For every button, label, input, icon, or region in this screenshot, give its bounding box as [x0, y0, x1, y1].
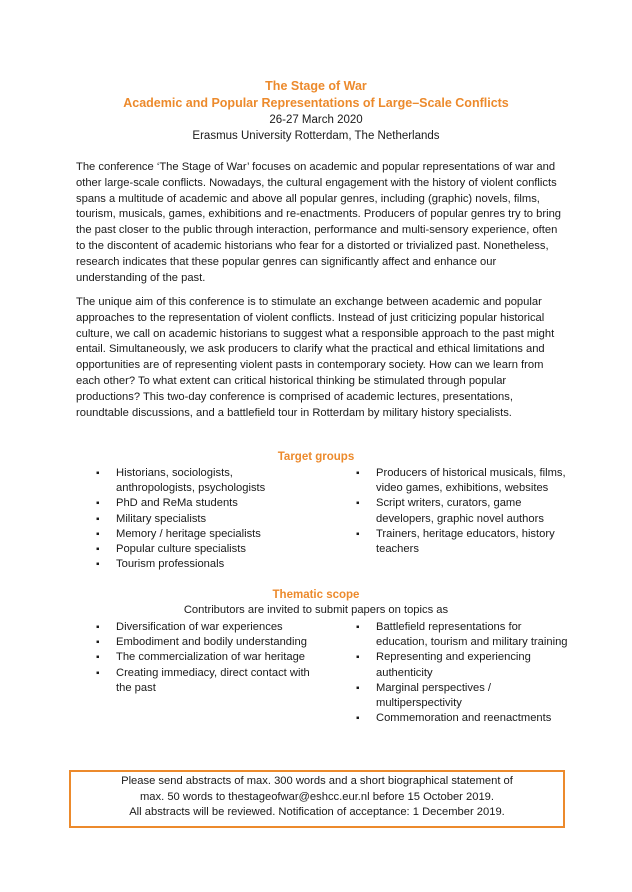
- target-groups-right-list: [356, 466, 571, 557]
- aim-paragraph: The unique aim of this conference is to stimulate an exchange between academic and popular approaches to the representation of violent conflicts. Instead of just criticizing popular historical culture, we call on academic historians to suggest what a responsible approach to the past might entail. Simultaneously, we ask producers to clarify what the practical and ethical limitations and opportunities are of representing violent pasts in contemporary society. How can we learn from each other? To what extent can critical historical thinking be stimulated through popular productions? This two-day conference is comprised of academic lectures, presentations, roundtable discussions, and a battlefield tour in Rotterdam by military history specialists.: [76, 296, 555, 419]
- thematic-scope-heading: Thematic scope: [272, 589, 360, 601]
- header: [0, 78, 632, 144]
- event-location: Erasmus University Rotterdam, The Netherlands: [192, 130, 440, 142]
- list-item: ▪ Battlefield representations for education, tourism and military training: [356, 620, 571, 650]
- list-item: ▪ Creating immediacy, direct contact with the past: [96, 666, 311, 696]
- list-item: ▪ Producers of historical musicals, films, video games, exhibitions, websites: [356, 466, 571, 496]
- list-item: ▪ Tourism professionals: [96, 557, 296, 572]
- list-item: ▪ Script writers, curators, game developers, graphic novel authors: [356, 496, 571, 526]
- intro-paragraph: The conference ‘The Stage of War’ focuses on academic and popular representations of war and other large-scale conflicts. Nowadays, the cultural engagement with the history of violent conflicts spans a multitude of academic and above all popular genres, including (graphic) novels, films, tourism, musicals, games, exhibitions and re-enactments. Producers of popular genres try to bring the past closer to the public through interaction, performance and multi-sensory experience, often to the discontent of academic historians who fear for a distorted or trivialized past. Nonetheless, research indicates that these popular genres can significantly affect and enhance our understanding of the past.: [76, 161, 562, 284]
- list-item: ▪ Marginal perspectives / multiperspectivity: [356, 681, 571, 711]
- list-item: ▪ Memory / heritage specialists: [96, 527, 296, 542]
- list-item: ▪ Trainers, heritage educators, history teachers: [356, 527, 571, 557]
- submission-line-3: All abstracts will be reviewed. Notification of acceptance: 1 December 2019.: [129, 806, 505, 818]
- thematic-scope-left-list: [96, 620, 311, 696]
- list-item: ▪ PhD and ReMa students: [96, 496, 296, 511]
- submission-info-box: [69, 770, 565, 828]
- list-item: ▪ Embodiment and bodily understanding: [96, 635, 311, 650]
- thematic-scope-intro: Contributors are invited to submit papers on topics as: [183, 604, 449, 616]
- page-subtitle: Academic and Popular Representations of Large–Scale Conflicts: [123, 96, 509, 110]
- list-item: ▪ Historians, sociologists, anthropologists, psychologists: [96, 466, 296, 496]
- page-title: The Stage of War: [265, 79, 367, 93]
- submission-line-1: Please send abstracts of max. 300 words and a short biographical statement of: [121, 775, 513, 787]
- list-item: ▪ Military specialists: [96, 512, 296, 527]
- event-dates: 26-27 March 2020: [269, 114, 363, 126]
- target-groups-heading: Target groups: [277, 451, 355, 463]
- list-item: ▪ Representing and experiencing authenticity: [356, 650, 571, 680]
- target-groups-left-list: [96, 466, 296, 572]
- list-item: ▪ Commemoration and reenactments: [356, 711, 571, 726]
- list-item: ▪ Popular culture specialists: [96, 542, 296, 557]
- thematic-scope-right-list: [356, 620, 571, 726]
- submission-line-2: max. 50 words to thestageofwar@eshcc.eur.nl before 15 October 2019.: [139, 790, 495, 803]
- list-item: ▪ Diversification of war experiences: [96, 620, 311, 635]
- list-item: ▪ The commercialization of war heritage: [96, 650, 311, 665]
